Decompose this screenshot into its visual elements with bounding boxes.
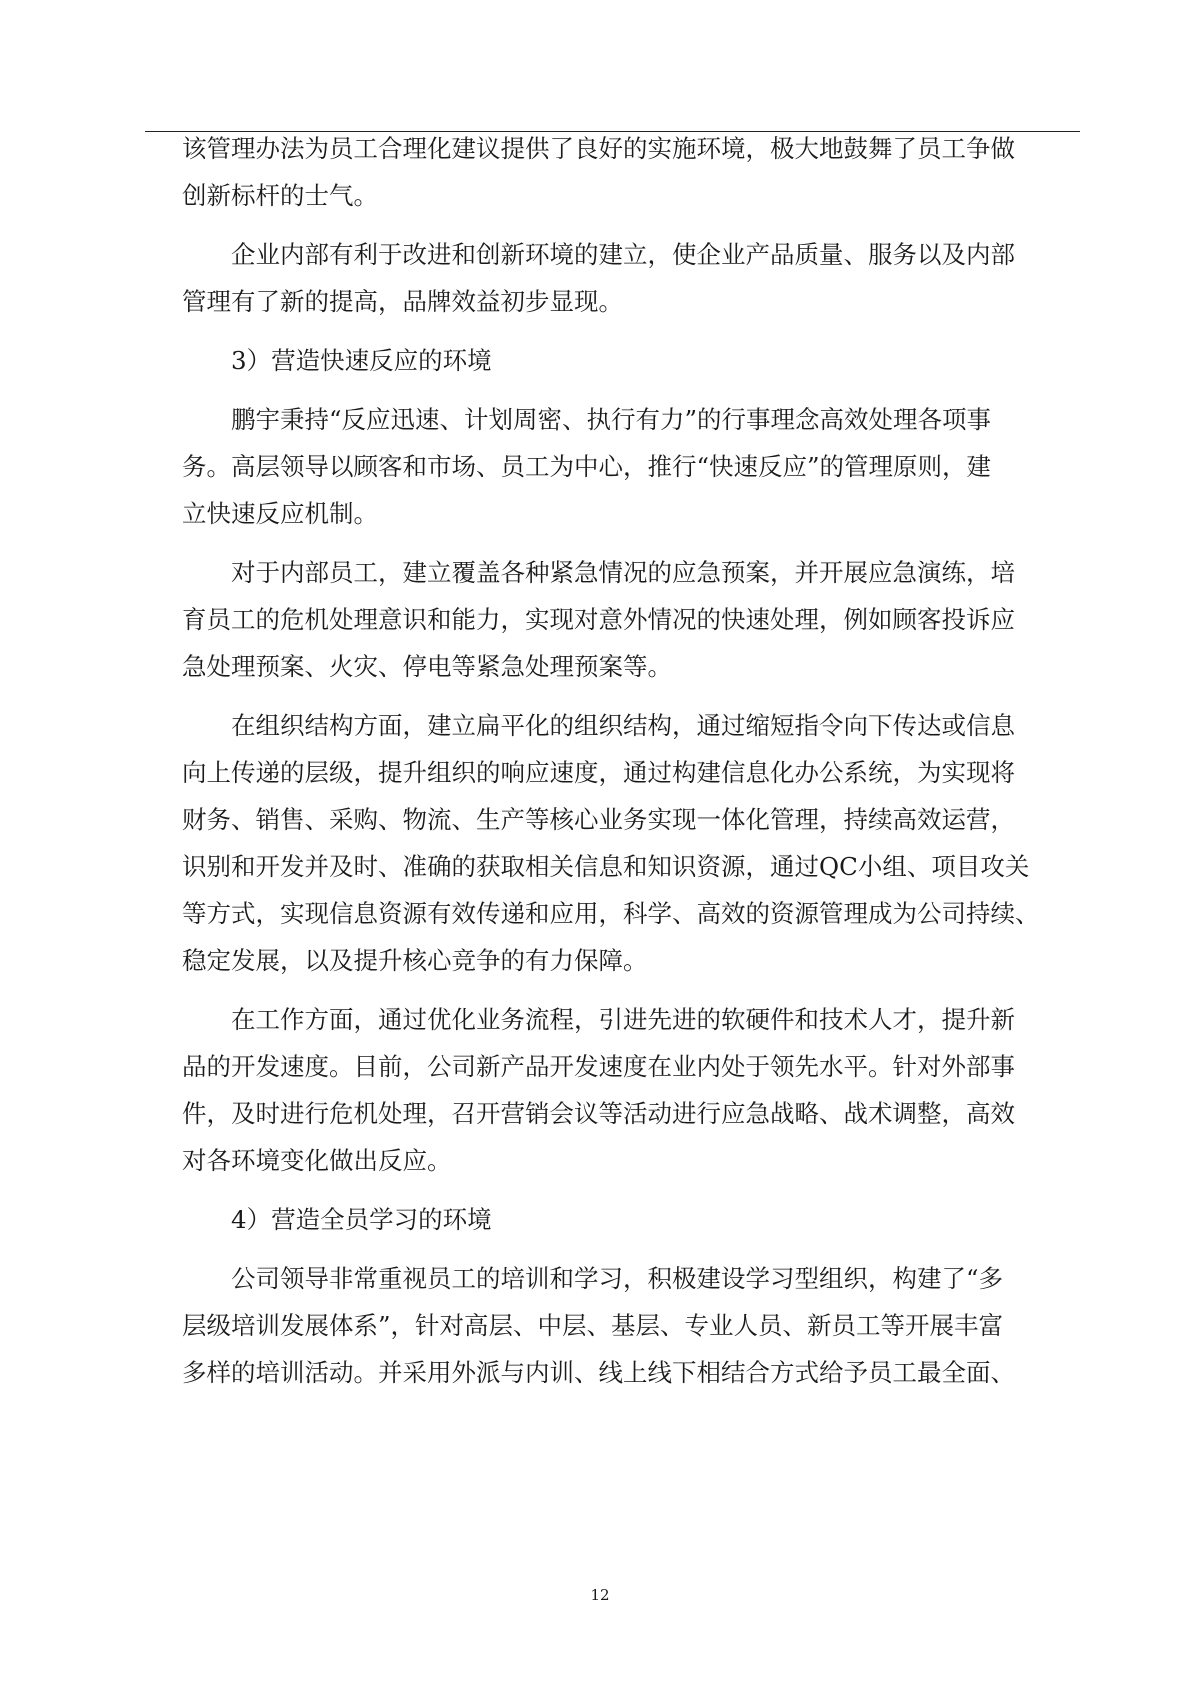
- text-line: 企业内部有利于改进和创新环境的建立，使企业产品质量、服务以及内部: [231, 240, 1015, 269]
- text-line: 稳定发展，以及提升核心竞争的有力保障。: [182, 946, 648, 975]
- text-line: 等方式，实现信息资源有效传递和应用，科学、高效的资源管理成为公司持续、: [182, 899, 1040, 928]
- text-line: 财务、销售、采购、物流、生产等核心业务实现一体化管理，持续高效运营，: [182, 805, 1015, 834]
- page-number: 12: [590, 1586, 610, 1604]
- text-line: 多样的培训活动。并采用外派与内训、线上线下相结合方式给予员工最全面、: [182, 1358, 1015, 1387]
- text-line: 育员工的危机处理意识和能力，实现对意外情况的快速处理，例如顾客投诉应: [182, 605, 1015, 634]
- text-line: 对于内部员工，建立覆盖各种紧急情况的应急预案，并开展应急演练，培: [231, 558, 1015, 587]
- text-line: 品的开发速度。目前，公司新产品开发速度在业内处于领先水平。针对外部事: [182, 1052, 1015, 1081]
- text-line: 立快速反应机制。: [182, 499, 378, 528]
- text-line: 公司领导非常重视员工的培训和学习，积极建设学习型组织，构建了“多: [231, 1264, 1004, 1293]
- text-line: 务。高层领导以顾客和市场、员工为中心，推行“快速反应”的管理原则，建: [182, 452, 992, 481]
- text-line: 急处理预案、火灾、停电等紧急处理预案等。: [182, 652, 672, 681]
- text-line: 件，及时进行危机处理，召开营销会议等活动进行应急战略、战术调整，高效: [182, 1099, 1015, 1128]
- text-line: 管理有了新的提高，品牌效益初步显现。: [182, 287, 623, 316]
- header-rule: [145, 131, 1080, 132]
- text-line: 创新标杆的士气。: [182, 181, 378, 210]
- text-line: 对各环境变化做出反应。: [182, 1146, 452, 1175]
- text-line: 识别和开发并及时、准确的获取相关信息和知识资源，通过QC小组、项目攻关: [182, 852, 1030, 881]
- text-line: 在工作方面，通过优化业务流程，引进先进的软硬件和技术人才，提升新: [231, 1005, 1015, 1034]
- text-line: 向上传递的层级，提升组织的响应速度，通过构建信息化办公系统，为实现将: [182, 758, 1015, 787]
- text-line: 在组织结构方面，建立扁平化的组织结构，通过缩短指令向下传达或信息: [231, 711, 1015, 740]
- text-line: 层级培训发展体系”，针对高层、中层、基层、专业人员、新员工等开展丰富: [182, 1311, 1004, 1340]
- section-heading: 3）营造快速反应的环境: [231, 346, 492, 375]
- text-line: 该管理办法为员工合理化建议提供了良好的实施环境，极大地鼓舞了员工争做: [182, 134, 1015, 163]
- text-line: 鹏宇秉持“反应迅速、计划周密、执行有力”的行事理念高效处理各项事: [231, 405, 992, 434]
- section-heading: 4）营造全员学习的环境: [231, 1205, 492, 1234]
